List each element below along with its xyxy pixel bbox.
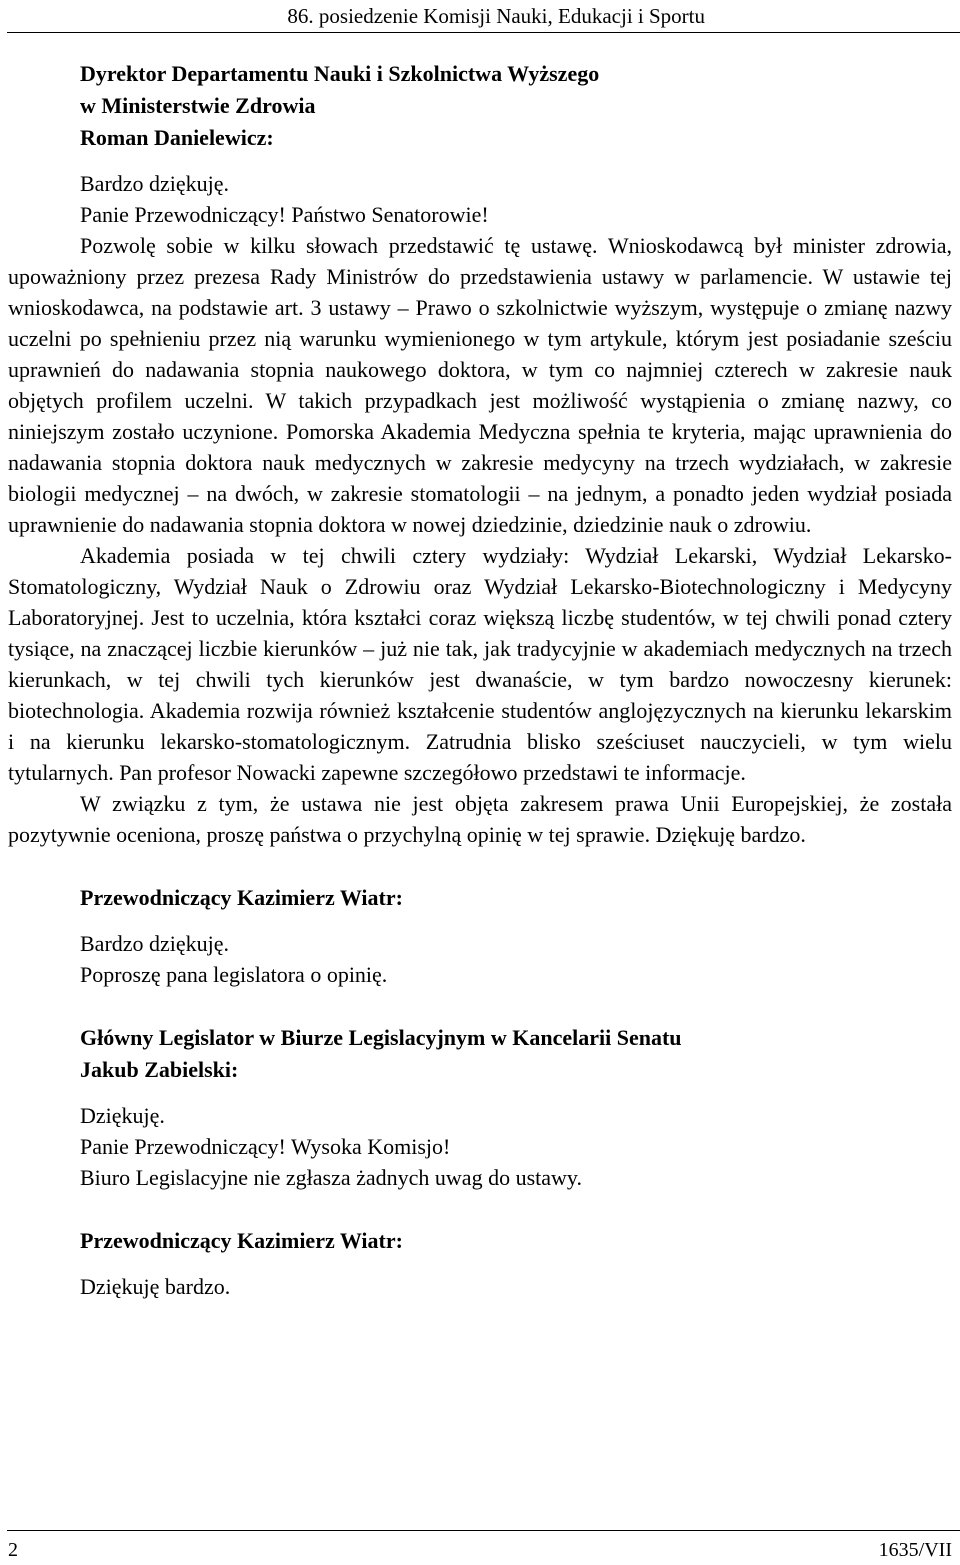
speech bbox=[8, 1271, 952, 1302]
page-number: 2 bbox=[8, 1539, 18, 1561]
speech-line: Panie Przewodniczący! Wysoka Komisjo! bbox=[80, 1134, 451, 1159]
document-number: 1635/VII bbox=[878, 1539, 952, 1561]
spacer bbox=[8, 914, 952, 928]
speaker-heading bbox=[8, 1225, 952, 1257]
speaker-heading bbox=[8, 882, 952, 914]
spacer bbox=[8, 850, 952, 882]
spacer bbox=[8, 154, 952, 168]
speech-line: Poproszę pana legislatora o opinię. bbox=[80, 962, 388, 987]
speech-line: Bardzo dziękuję. bbox=[80, 171, 230, 196]
speaker-line: Przewodniczący Kazimierz Wiatr: bbox=[80, 1228, 403, 1253]
speech-paragraph: Pozwolę sobie w kilku słowach przedstawić tę ustawę. Wnioskodawcą był minister zdrowia, upoważniony przez prezesa Rady Ministrów do przedstawienia ustawy w parlamencie. W ustawie tej wnioskodawca, na podstawie art. 3 ustawy – Prawo o szkolnictwie wyższym, występuje o zmianę nazwy uczelni po spełnieniu przez nią warunku wymienionego w tym artykule, którym jest posiadanie sześciu uprawnień do nadawania stopnia naukowego doktora, w tym co najmniej czterech w zakresie nauk objętych profilem uczelni. W takich przypadkach jest możliwość wystąpienia o zmianę nazwy, co niniejszym zostało uczynione. Pomorska Akademia Medyczna spełnia te kryteria, mając uprawnienia do nadawania stopnia doktora nauk medycznych w zakresie medycyny na trzech wydziałach, w zakresie biologii medycznej – na dwóch, w zakresie stomatologii – na jednym, a ponadto jeden wydział posiada uprawnienie do nadawania stopnia doktora w nowej dziedzinie, dziedzinie nauk o zdrowiu. bbox=[8, 233, 952, 537]
footer-rule bbox=[7, 1530, 960, 1531]
transcript-body bbox=[8, 58, 952, 1302]
speech-paragraph: W związku z tym, że ustawa nie jest objęta zakresem prawa Unii Europejskiej, że została pozytywnie oceniona, proszę państwa o przychylną opinię w tej sprawie. Dziękuję bardzo. bbox=[8, 791, 952, 847]
speech bbox=[8, 168, 952, 850]
spacer bbox=[8, 1086, 952, 1100]
speech-line: Dziękuję. bbox=[80, 1103, 165, 1128]
speaker-line: Przewodniczący Kazimierz Wiatr: bbox=[80, 885, 403, 910]
speaker-heading bbox=[8, 1022, 952, 1086]
speech-line: Bardzo dziękuję. bbox=[80, 931, 230, 956]
spacer bbox=[8, 990, 952, 1022]
header-title: 86. posiedzenie Komisji Nauki, Edukacji i Sportu bbox=[287, 4, 705, 28]
speech bbox=[8, 928, 952, 990]
speech-paragraph: Akademia posiada w tej chwili cztery wydziały: Wydział Lekarski, Wydział Lekarsko-Stomatologiczny, Wydział Nauk o Zdrowiu oraz Wydział Lekarsko-Biotechnologiczny i Medycyny Laboratoryjnej. Jest to uczelnia, która kształci coraz większą liczbę studentów, w tej chwili ponad cztery tysiące, na znaczącej liczbie kierunków – już nie tak, jak tradycyjnie w akademiach medycznych na trzech kierunkach, w tej chwili tych kierunków jest dwanaście, w tym bardzo nowoczesny kierunek: biotechnologia. Akademia rozwija również kształcenie studentów anglojęzycznych na kierunku lekarskim i na kierunku lekarsko-stomatologicznym. Zatrudnia blisko sześciuset nauczycieli, w tym wielu tytularnych. Pan profesor Nowacki zapewne szczegółowo przedstawi te informacje. bbox=[8, 543, 952, 785]
spacer bbox=[8, 1257, 952, 1271]
speech-line: Biuro Legislacyjne nie zgłasza żadnych uwag do ustawy. bbox=[80, 1165, 582, 1190]
speaker-line: w Ministerstwie Zdrowia bbox=[80, 93, 316, 118]
speaker-line: Roman Danielewicz: bbox=[80, 125, 274, 150]
page-header bbox=[0, 0, 960, 33]
speaker-line: Jakub Zabielski: bbox=[80, 1057, 239, 1082]
speech-line: Dziękuję bardzo. bbox=[80, 1274, 231, 1299]
speaker-heading bbox=[8, 58, 952, 154]
header-rule bbox=[7, 32, 960, 33]
speech-line: Panie Przewodniczący! Państwo Senatorowie! bbox=[80, 202, 489, 227]
speech bbox=[8, 1100, 952, 1193]
speaker-line: Dyrektor Departamentu Nauki i Szkolnictwa Wyższego bbox=[80, 61, 600, 86]
spacer bbox=[8, 1193, 952, 1225]
speaker-line: Główny Legislator w Biurze Legislacyjnym w Kancelarii Senatu bbox=[80, 1025, 682, 1050]
